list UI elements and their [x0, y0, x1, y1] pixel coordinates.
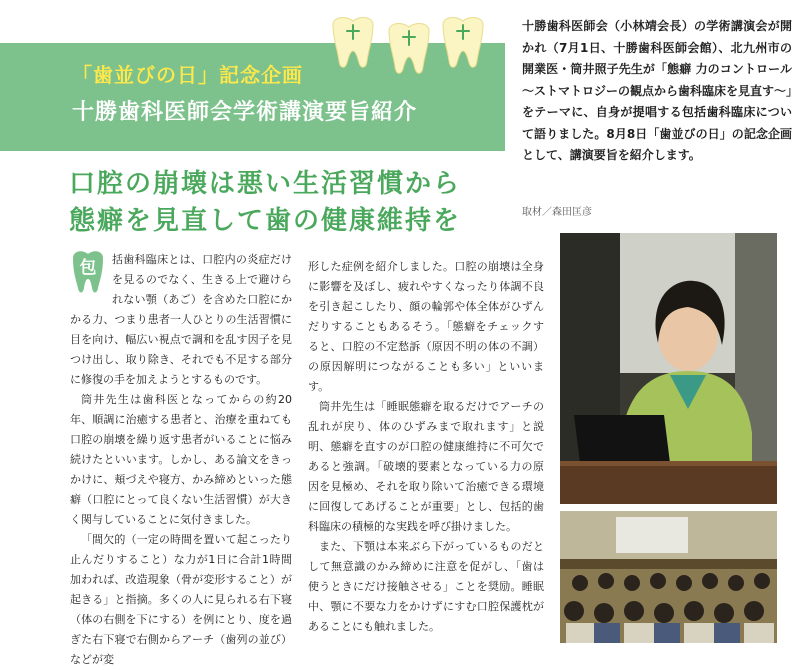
paragraph: 括歯科臨床とは、口腔内の炎症だけを見るのでなく、生きる上で避けられない顎（あご）を含めた口腔にかかる力、つまり患者一人ひとりの生活習慣に目を向け、幅広い視点で調和を乱す因子を見つけ出し、取り除き、それでも不足する部分に修復の手を加えようとするものです。 [70, 253, 292, 386]
dropcap [70, 250, 106, 294]
dropcap-glyph: 包 [79, 258, 97, 278]
intro-paragraph: 十勝歯科医師会（小林靖会長）の学術講演会が開かれ（7月1日、十勝歯科医師会館）、北九州市の開業医・筒井照子先生が「態癖 力のコントロール～ストマトロジーの観点から歯科臨床を見直す～」をテーマに、自身が提唱する包括歯科臨床について語りました。8月8日「歯並びの日」の記念企画として、講演要旨を紹介します。 [522, 19, 793, 162]
article-title-line2: 態癖を見直して歯の健康維持を [69, 206, 462, 236]
article-column-2 [308, 257, 544, 637]
banner-headline: 十勝歯科医師会学術講演要旨紹介 [72, 100, 418, 125]
audience-photo [560, 511, 777, 643]
tooth-icon [333, 18, 373, 68]
tooth-icon [389, 24, 429, 74]
teeth-decoration [327, 15, 497, 95]
paragraph: 「間欠的（一定の時間を置いて起こったり止んだりすること）な力が1日に合計1時間加われば、改造現象（骨が変形すること）が起きる」と指摘。多くの人に見られる右下寝（体の右側を下にする）を例にとり、度を過ぎた右下寝で右側からアーチ（歯列の並び）などが変 [70, 533, 292, 666]
article-column-1 [70, 250, 292, 670]
credit-line: 取材／森田匡彦 [522, 207, 592, 218]
paragraph: また、下顎は本来ぶら下がっているものだとして無意識のかみ締めに注意を促がし、「歯は使うときにだけ接触させる」ことを奨励。睡眠中、顎に不要な力をかけずにすむ口腔保護枕があることにも触れました。 [308, 540, 544, 633]
banner-kicker: 「歯並びの日」記念企画 [72, 63, 303, 87]
speaker-photo [560, 233, 777, 504]
article-title-line1: 口腔の崩壊は悪い生活習慣から [69, 169, 462, 199]
paragraph: 筒井先生は歯科医となってからの約20年、順調に治癒する患者と、治療を重ねても口腔の崩壊を繰り返す患者がいることに悩み続けたといいます。しかし、ある論文をきっかけに、頬づえや寝方、かみ締めといった態癖（口腔にとって良くない生活習慣）が大きく関与していることに気付きました。 [70, 393, 292, 526]
tooth-icon [443, 18, 483, 68]
paragraph: 形した症例を紹介しました。口腔の崩壊は全身に影響を及ぼし、疲れやすくなったり体調不良を引き起こしたり、顔の輪郭や体全体がひずんだりすることもあるそう。「態癖をチェックすると、口腔の不定愁訴（原因不明の体の不調）の原因解明につながることも多い」といいます。 [308, 260, 544, 393]
paragraph: 筒井先生は「睡眠態癖を取るだけでアーチの乱れが戻り、体のひずみまで取れます」と説明、態癖を直すのが口腔の健康維持に不可欠であると強調。「破壊的要素となっている力の原因を見極め、それを取り除いて治癒できる環境に回復してあげることが重要」とし、包括的歯科臨床の積極的な実践を呼び掛けました。 [308, 400, 544, 533]
